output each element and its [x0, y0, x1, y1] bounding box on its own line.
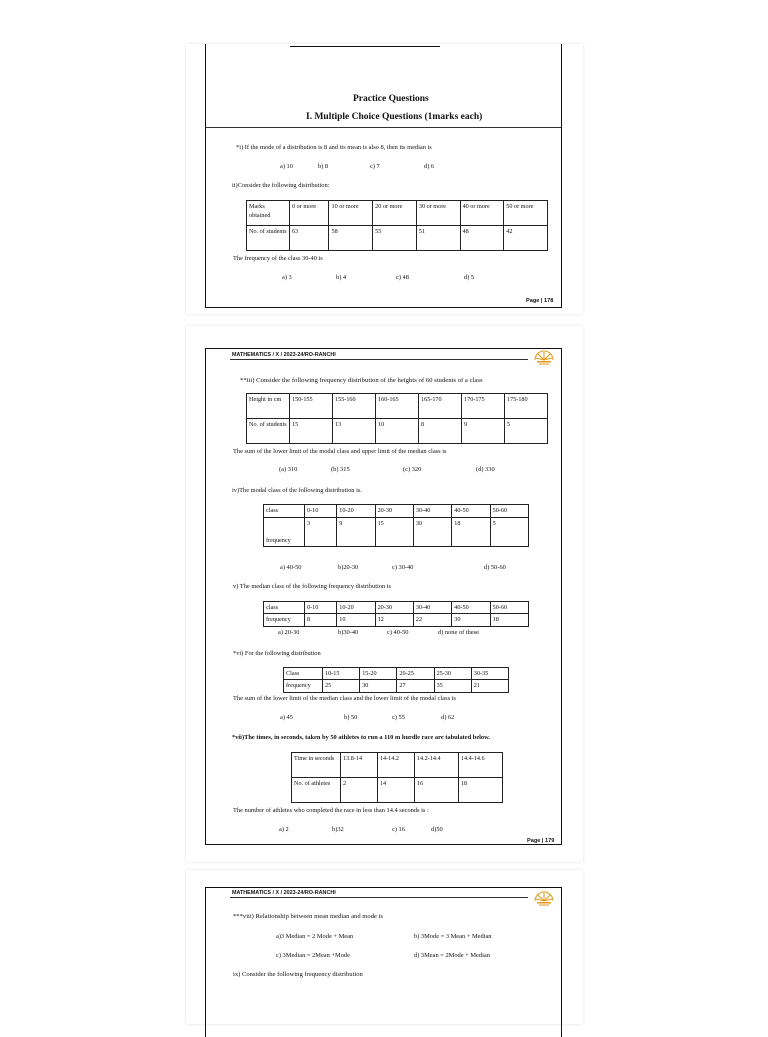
table-cell: 13.8-14 [341, 753, 378, 778]
option: b) 3Mode = 3 Mean + Median [414, 933, 492, 940]
table-cell: frequency [264, 518, 305, 547]
table-row [284, 668, 509, 680]
table-cell: Time in seconds [292, 753, 341, 778]
table-cell: 50-60 [490, 602, 528, 614]
table-cell: 20-30 [375, 602, 413, 614]
table-row [284, 680, 509, 692]
modal-class-table [263, 504, 529, 547]
option: a) 45 [280, 714, 293, 721]
table-cell: 16 [414, 778, 458, 803]
option: a) 2 [279, 826, 289, 833]
option: c) 30-40 [392, 564, 414, 571]
table-cell: 14.4-14.6 [458, 753, 502, 778]
table-cell: 155-160 [333, 394, 376, 419]
table-cell: 14.2-14.4 [414, 753, 458, 778]
table-cell: 30-40 [413, 505, 451, 518]
table-row [264, 505, 529, 518]
option: a)3 Median = 2 Mode + Mean [276, 933, 354, 940]
table-cell: class [264, 602, 305, 614]
table-cell: Height in cm [247, 394, 290, 419]
table-cell: 30 [452, 614, 490, 626]
option: c) 16 [392, 826, 405, 833]
table-cell: 2 [341, 778, 378, 803]
table-row [247, 419, 548, 444]
option: c) 7 [370, 163, 380, 170]
table-cell: 48 [460, 226, 504, 251]
table-cell: 50 or more [504, 201, 548, 226]
table-cell: 9 [462, 419, 505, 444]
table-cell: 58 [329, 226, 373, 251]
table-cell: 14 [377, 778, 414, 803]
section-divider [206, 127, 561, 128]
header-rule [230, 359, 528, 360]
table-cell: 3 [305, 518, 337, 547]
option: d) 50-60 [484, 564, 506, 571]
distribution-table [283, 667, 509, 693]
table-cell: 20-25 [397, 668, 434, 680]
table-cell: 21 [471, 680, 508, 692]
table-row [292, 778, 503, 803]
table-cell: 165-170 [419, 394, 462, 419]
option: d) 62 [441, 714, 455, 721]
table-cell: 40 or more [460, 201, 504, 226]
option: a) 3 [282, 274, 292, 281]
table-cell: 18 [452, 518, 490, 547]
question-text: v) The median class of the following frequency distribution is [233, 583, 392, 590]
option: d) 5 [464, 274, 475, 281]
median-class-table [263, 601, 529, 627]
table-cell: 5 [505, 419, 548, 444]
option: a) 10 [280, 163, 293, 170]
option: b) 4 [336, 274, 347, 281]
option: c) 48 [396, 274, 409, 281]
option: (a) 310 [279, 466, 298, 473]
height-table [246, 393, 548, 444]
table-cell: No. of athletes [292, 778, 341, 803]
table-cell: 10-20 [337, 505, 375, 518]
table-cell: 15 [290, 419, 333, 444]
question-text: The sum of the lower limit of the modal class and upper limit of the median class is [233, 448, 447, 455]
table-row [247, 201, 548, 226]
option: (c) 320 [403, 466, 422, 473]
table-cell: No. of students [247, 419, 290, 444]
table-cell: 170-175 [462, 394, 505, 419]
table-cell: 13 [333, 419, 376, 444]
table-row [264, 602, 529, 614]
table-cell: 15-20 [360, 668, 397, 680]
kv-logo-icon [532, 350, 556, 366]
running-header: MATHEMATICS / X / 2023-24/RO-RANCHI [232, 352, 336, 358]
option: c) 55 [392, 714, 405, 721]
page-180-frame [205, 887, 562, 1037]
table-cell: 15 [375, 518, 413, 547]
table-cell: 30 [360, 680, 397, 692]
table-cell: No. of students [247, 226, 290, 251]
table-cell: Class [284, 668, 323, 680]
table-cell: 27 [397, 680, 434, 692]
option: b) 50 [344, 714, 358, 721]
header-rule [230, 897, 528, 898]
table-cell: 10 [337, 614, 375, 626]
table-cell: 63 [290, 226, 329, 251]
option: d)50 [431, 826, 443, 833]
option: c) 40-50 [387, 629, 409, 636]
question-text: The number of athletes who completed the race in less than 14.4 seconds is : [233, 807, 429, 814]
table-cell: 55 [373, 226, 417, 251]
top-box-edge [290, 44, 440, 47]
page-number: Page | 179 [527, 838, 555, 844]
page-178-frame [205, 44, 562, 308]
option: b)20-30 [338, 564, 359, 571]
table-cell: 35 [434, 680, 471, 692]
table-cell: 42 [504, 226, 548, 251]
table-cell: 10 or more [329, 201, 373, 226]
question-text: ***viii) Relationship between mean median and mode is [233, 913, 383, 920]
table-cell: 40-50 [452, 602, 490, 614]
option: b)30-40 [338, 629, 359, 636]
table-cell: 50-60 [490, 505, 528, 518]
question-text: *vi) For the following distribution [233, 650, 321, 657]
table-cell: 9 [337, 518, 375, 547]
question-text: **iii) Consider the following frequency distribution of the heights of 60 students of a class [240, 377, 483, 384]
question-text: ii)Consider the following distribution: [232, 182, 330, 189]
table-cell: 8 [305, 614, 337, 626]
option: b) 8 [318, 163, 329, 170]
table-row [247, 226, 548, 251]
option: a) 40-50 [280, 564, 302, 571]
table-row [264, 614, 529, 626]
option: a) 20-30 [278, 629, 300, 636]
table-cell: 175-180 [505, 394, 548, 419]
table-cell: 0 or more [290, 201, 329, 226]
table-cell: 30 [413, 518, 451, 547]
option: d) none of these [438, 629, 479, 636]
option: (d) 330 [476, 466, 495, 473]
running-header: MATHEMATICS / X / 2023-24/RO-RANCHI [232, 890, 336, 896]
table-cell: 30-35 [471, 668, 508, 680]
question-text: *vii)The times, in seconds, taken by 50 athletes to run a 110 m hurdle race are tabulated below. [232, 734, 490, 741]
question-text: *i) If the mode of a distribution is 8 and its mean is also 8, then its median is [236, 144, 432, 151]
option: d) 6 [424, 163, 435, 170]
question-text: ix) Consider the following frequency distribution [233, 971, 363, 978]
table-cell: 40-50 [452, 505, 490, 518]
table-row [247, 394, 548, 419]
table-cell: 25-30 [434, 668, 471, 680]
page-number: Page | 178 [526, 298, 554, 304]
question-text: The sum of the lower limit of the median class and the lower limit of the modal class is [233, 695, 456, 702]
option: (b) 315 [331, 466, 350, 473]
option: d) 3Mean = 2Mode + Median [414, 952, 490, 959]
table-cell: 12 [375, 614, 413, 626]
table-cell: 10 [376, 419, 419, 444]
table-cell: 30-40 [413, 602, 451, 614]
option: c) 3Median = 2Mean +Mode [276, 952, 350, 959]
table-cell: 25 [323, 680, 360, 692]
athletes-table [291, 752, 503, 803]
table-cell: 150-155 [290, 394, 333, 419]
table-cell: 20 or more [373, 201, 417, 226]
table-row [264, 518, 529, 547]
table-cell: 20-30 [375, 505, 413, 518]
table-cell: 18 [490, 614, 528, 626]
table-cell: 160-165 [376, 394, 419, 419]
question-text: iv)The modal class of the following distribution is. [232, 487, 362, 494]
table-cell: 14-14.2 [377, 753, 414, 778]
table-row [292, 753, 503, 778]
table-cell: 8 [419, 419, 462, 444]
table-cell: 30 or more [416, 201, 460, 226]
table-cell: 22 [413, 614, 451, 626]
table-cell: 18 [458, 778, 502, 803]
question-text: The frequency of the class 30-40 is [233, 255, 323, 262]
kv-logo-icon [532, 891, 556, 907]
table-cell: frequency [264, 614, 305, 626]
table-cell: 0-10 [305, 505, 337, 518]
table-cell: 0-10 [305, 602, 337, 614]
table-cell: 5 [490, 518, 528, 547]
table-cell: Marks obtained [247, 201, 290, 226]
table-cell: frequency [284, 680, 323, 692]
table-cell: 10-20 [337, 602, 375, 614]
table-cell: 10-15 [323, 668, 360, 680]
section-title: I. Multiple Choice Questions (1marks each) [306, 112, 483, 122]
table-cell: class [264, 505, 305, 518]
marks-table [246, 200, 548, 251]
table-cell: 51 [416, 226, 460, 251]
page-title: Practice Questions [353, 94, 429, 104]
option: b)32 [332, 826, 344, 833]
